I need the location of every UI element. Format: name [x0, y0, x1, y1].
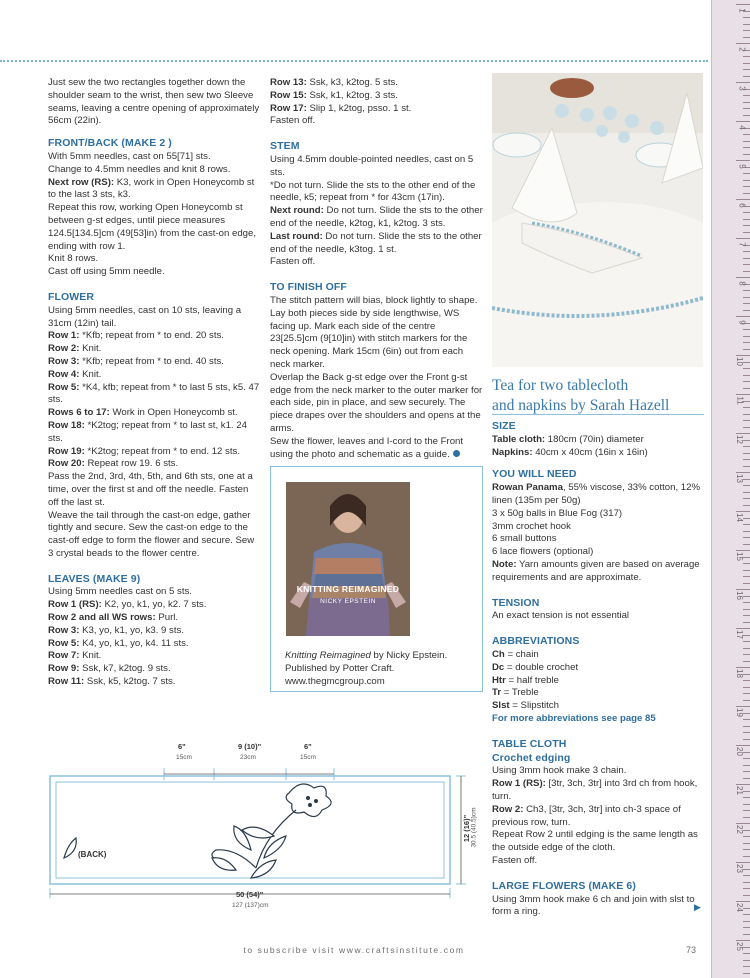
- ruler-tick: [743, 479, 750, 480]
- book-website: www.thegmcgroup.com: [285, 676, 385, 687]
- need-item: 6 small buttons: [492, 533, 557, 545]
- ruler-tick: [743, 544, 750, 545]
- page-number: 73: [686, 945, 697, 955]
- you-need-heading: YOU WILL NEED: [492, 468, 577, 481]
- flower-row: Row 1: *Kfb; repeat from * to end. 20 sts.: [48, 330, 224, 342]
- ruler-tick: [743, 173, 750, 174]
- ruler-tick: [743, 563, 750, 564]
- ruler-tick: [736, 43, 750, 44]
- leaves-intro: Using 5mm needles cast on 5 sts.: [48, 586, 192, 598]
- flower-row: Row 3: *Kfb; repeat from * to end. 40 sts.: [48, 355, 224, 367]
- ruler-tick: [743, 693, 750, 694]
- book-cover-title: KNITTING REIMAGINED: [296, 584, 400, 594]
- ruler-tick: [743, 56, 750, 57]
- tc-line: Fasten off.: [492, 854, 538, 866]
- ruler-tick: [743, 212, 750, 213]
- ruler-tick: [743, 251, 750, 252]
- ruler-number: 4: [737, 125, 747, 130]
- ruler-tick: [743, 180, 750, 181]
- ruler-tick: [743, 602, 750, 603]
- ruler-number: 21: [735, 786, 745, 795]
- column-2: [270, 77, 484, 461]
- ruler-tick: [743, 518, 750, 519]
- ruler-tick: [743, 30, 750, 31]
- ruler-tick: [743, 381, 750, 382]
- flower-para: Weave the tail through the cast-on edge, gather tightly and secure. Sew the cast-on edge to the cast-off edge to form the flower and secure. Sew 3 crystal beads to the flower centre.: [48, 509, 255, 559]
- front-back-line: With 5mm needles, cast on 55[71] sts.: [48, 150, 211, 162]
- ruler-tick: [743, 888, 750, 889]
- ruler-tick: [736, 433, 750, 434]
- leaves-row: Row 15: Ssk, k1, k2tog. 3 sts.: [270, 89, 398, 101]
- ruler-tick: [736, 472, 750, 473]
- ruler-tick: [743, 927, 750, 928]
- book-publisher: Published by Potter Craft.: [285, 663, 395, 674]
- front-back-line: Cast off using 5mm needle.: [48, 266, 165, 278]
- crochet-edging-subheading: Crochet edging: [492, 751, 571, 764]
- ruler-tick: [743, 596, 750, 597]
- ruler-tick: [736, 784, 750, 785]
- ruler-tick: [743, 271, 750, 272]
- ruler-tick: [743, 849, 750, 850]
- ruler-number: 8: [737, 281, 747, 286]
- ruler-number: 19: [735, 708, 745, 717]
- ruler-tick: [736, 199, 750, 200]
- ruler-number: 1: [737, 8, 747, 13]
- finish-heading: TO FINISH OFF: [270, 281, 347, 294]
- dim-shoulder-right-cm: 15cm: [300, 754, 316, 761]
- ruler-tick: [743, 934, 750, 935]
- ruler-tick: [743, 154, 750, 155]
- ruler-tick: [743, 908, 750, 909]
- ruler-tick: [743, 427, 750, 428]
- ruler-tick: [743, 63, 750, 64]
- ruler-tick: [736, 667, 750, 668]
- ruler-number: 6: [737, 203, 747, 208]
- ruler-tick: [743, 531, 750, 532]
- ruler-tick: [743, 973, 750, 974]
- dim-height-cm: 30.5 (40.5)cm: [470, 807, 478, 848]
- leaves-row: Row 17: Slip 1, k2tog, psso. 1 st.: [270, 102, 412, 114]
- ruler-number: 16: [735, 591, 745, 600]
- ruler-tick: [743, 225, 750, 226]
- ruler-tick: [743, 713, 750, 714]
- tc-line: Row 2: Ch3, [3tr, 3ch, 3tr] into ch-3 space of previous row, turn.: [492, 803, 681, 828]
- ruler-number: 7: [737, 242, 747, 247]
- tc-line: Using 3mm hook make 3 chain.: [492, 765, 627, 777]
- caption-line: Tea for two tablecloth: [492, 377, 629, 394]
- dim-shoulder-right: 6": [304, 742, 312, 751]
- ruler-tick: [743, 466, 750, 467]
- ruler-number: 10: [735, 357, 745, 366]
- flower-row: Row 5: *K4, kfb; repeat from * to last 5 sts, k5. 47 sts.: [48, 381, 260, 406]
- ruler-number: 3: [737, 86, 747, 91]
- side-ruler: [711, 0, 750, 978]
- ruler-tick: [743, 921, 750, 922]
- ruler-tick: [743, 232, 750, 233]
- ruler-tick: [743, 134, 750, 135]
- ruler-tick: [743, 342, 750, 343]
- ruler-tick: [736, 550, 750, 551]
- ruler-tick: [743, 336, 750, 337]
- stem-row: Next round: Do not turn. Slide the sts to the other end of the needle, k2tog, k1, k2tog. 3 sts.: [270, 205, 483, 229]
- ruler-tick: [743, 648, 750, 649]
- yarn-line: Rowan Panama, 55% viscose, 33% cotton, 12% linen (135m per 50g): [492, 482, 700, 506]
- leaves-row: Row 13: Ssk, k3, k2tog. 5 sts.: [270, 77, 398, 88]
- ruler-tick: [743, 492, 750, 493]
- ruler-number: 23: [735, 864, 745, 873]
- leaves-row: Row 11: Ssk, k5, k2tog. 7 sts.: [48, 676, 176, 688]
- ruler-number: 20: [735, 747, 745, 756]
- ruler-tick: [736, 355, 750, 356]
- ruler-tick: [743, 37, 750, 38]
- ruler-tick: [736, 901, 750, 902]
- ruler-tick: [743, 966, 750, 967]
- ruler-tick: [743, 914, 750, 915]
- ruler-tick: [743, 76, 750, 77]
- ruler-tick: [743, 420, 750, 421]
- ruler-tick: [743, 362, 750, 363]
- ruler-tick: [743, 661, 750, 662]
- ruler-tick: [743, 505, 750, 506]
- ruler-tick: [743, 726, 750, 727]
- ruler-tick: [743, 95, 750, 96]
- need-item: 3 x 50g balls in Blue Fog (317): [492, 507, 623, 519]
- ruler-tick: [743, 485, 750, 486]
- abbreviation-item: Slst = Slipstitch: [492, 700, 559, 712]
- dim-neck-cm: 23cm: [240, 754, 256, 761]
- ruler-tick: [743, 680, 750, 681]
- ruler-tick: [743, 687, 750, 688]
- ruler-tick: [743, 583, 750, 584]
- ruler-tick: [743, 115, 750, 116]
- ruler-tick: [736, 511, 750, 512]
- finish-para: Sew the flower, leaves and I-cord to the Front using the photo and schematic as a guide.: [270, 435, 464, 460]
- size-heading: SIZE: [492, 420, 516, 432]
- ruler-tick: [736, 706, 750, 707]
- ruler-tick: [743, 17, 750, 18]
- ruler-tick: [743, 69, 750, 70]
- book-cover-author: NICKY EPSTEIN: [320, 598, 376, 605]
- ruler-tick: [736, 316, 750, 317]
- ruler-tick: [743, 804, 750, 805]
- ruler-tick: [743, 446, 750, 447]
- ruler-tick: [743, 758, 750, 759]
- dim-shoulder-left-cm: 15cm: [176, 754, 192, 761]
- tension-heading: TENSION: [492, 596, 540, 609]
- book-box: [270, 466, 483, 692]
- flower-row: Rows 6 to 17: Work in Open Honeycomb st.: [48, 407, 238, 419]
- front-back-line: Change to 4.5mm needles and knit 8 rows.: [48, 163, 231, 175]
- abbreviations-heading: ABBREVIATIONS: [492, 635, 580, 648]
- stem-intro: Using 4.5mm double-pointed needles, cast on 5 sts.: [270, 153, 474, 178]
- flower-row: Row 19: *K2tog; repeat from * to end. 12 sts.: [48, 445, 240, 457]
- need-item: 3mm crochet hook: [492, 520, 571, 532]
- ruler-tick: [736, 394, 750, 395]
- ruler-tick: [743, 108, 750, 109]
- book-caption: Knitting Reimagined by Nicky Epstein. Published by Potter Craft. www.thegmcgroup.com: [285, 649, 475, 688]
- large-flowers-text: Using 3mm hook make 6 ch and join with slst to form a ring.: [492, 893, 695, 918]
- ruler-tick: [743, 869, 750, 870]
- book-title: Knitting Reimagined: [285, 650, 371, 661]
- ruler-tick: [736, 823, 750, 824]
- ruler-tick: [743, 817, 750, 818]
- book-cover-image: [286, 482, 410, 636]
- ruler-tick: [743, 797, 750, 798]
- ruler-tick: [743, 264, 750, 265]
- ruler-tick: [736, 82, 750, 83]
- stem-heading: STEM: [270, 140, 300, 153]
- ruler-tick: [743, 440, 750, 441]
- dim-width-cm: 127 (137)cm: [232, 902, 269, 909]
- front-back-heading: FRONT/BACK (MAKE 2 ): [48, 137, 172, 150]
- leaves-row: Row 5: K4, yo, k1, yo, k4. 11 sts.: [48, 637, 189, 649]
- flower-para: Pass the 2nd, 3rd, 4th, 5th, and 6th sts, one at a time, over the first st and off the needle. Fasten off the last st.: [48, 471, 253, 508]
- dim-neck: 9 (10)": [238, 742, 262, 751]
- ruler-tick: [743, 739, 750, 740]
- tension-text: An exact tension is not essential: [492, 610, 630, 622]
- flower-heading: FLOWER: [48, 290, 95, 303]
- flower-row: Row 2: Knit.: [48, 343, 102, 355]
- ruler-tick: [743, 752, 750, 753]
- ruler-number: 25: [735, 942, 745, 951]
- ruler-tick: [743, 258, 750, 259]
- ruler-tick: [743, 297, 750, 298]
- ruler-number: 2: [737, 47, 747, 52]
- ruler-tick: [743, 290, 750, 291]
- ruler-tick: [743, 498, 750, 499]
- ruler-number: 18: [735, 669, 745, 678]
- ruler-tick: [743, 791, 750, 792]
- continue-arrow-icon: ▶: [694, 902, 701, 912]
- ruler-tick: [743, 557, 750, 558]
- ruler-tick: [743, 960, 750, 961]
- leaves-heading: LEAVES (MAKE 9): [48, 572, 141, 585]
- dim-width: 50 (54)": [236, 890, 264, 899]
- ruler-number: 9: [737, 320, 747, 325]
- ruler-tick: [736, 862, 750, 863]
- ruler-tick: [743, 102, 750, 103]
- ruler-tick: [743, 953, 750, 954]
- front-back-line: Next row (RS): K3, work in Open Honeycomb st to the last 3 sts, k3.: [48, 176, 255, 201]
- stem-para: *Do not turn. Slide the sts to the other end of the needle, k5; repeat from * for 43cm (17in).: [270, 179, 476, 204]
- ruler-tick: [743, 407, 750, 408]
- ruler-tick: [743, 674, 750, 675]
- ruler-tick: [743, 524, 750, 525]
- front-back-line: Repeat this row, working Open Honeycomb st between g-st edges, until piece measures 124.5[134.5]cm (49[53]in) from the cast-on edge, ending with row 1.: [48, 202, 256, 252]
- ruler-tick: [743, 609, 750, 610]
- large-flowers-heading: LARGE FLOWERS (MAKE 6): [492, 879, 636, 892]
- ruler-tick: [743, 141, 750, 142]
- ruler-tick: [743, 810, 750, 811]
- schematic: [46, 738, 486, 918]
- ruler-tick: [743, 641, 750, 642]
- tablecloth-photo: [492, 73, 703, 367]
- size-line: Napkins: 40cm x 40cm (16in x 16in): [492, 446, 648, 458]
- leaves-row: Row 2 and all WS rows: Purl.: [48, 612, 179, 624]
- ruler-number: 14: [735, 513, 745, 522]
- ruler-tick: [736, 745, 750, 746]
- flower-intro: Using 5mm needles, cast on 10 sts, leaving a 31cm (12in) tail.: [48, 304, 242, 329]
- stem-row: Last round: Do not turn. Slide the sts to the other end of the needle, k3tog. 1 st.: [270, 230, 482, 255]
- intro-text: Just sew the two rectangles together down the shoulder seam to the wrist, then sew two Sleeve seams, leaving a centre opening of approximately 56cm (22in).: [48, 77, 260, 127]
- stem-end: Fasten off.: [270, 256, 316, 268]
- more-abbreviations-link: For more abbreviations see page 85: [492, 712, 656, 724]
- ruler-tick: [743, 700, 750, 701]
- ruler-number: 11: [735, 396, 745, 405]
- ruler-tick: [743, 303, 750, 304]
- abbreviation-item: Htr = half treble: [492, 674, 559, 686]
- caption-rule: [492, 414, 704, 415]
- ruler-tick: [743, 570, 750, 571]
- ruler-tick: [743, 778, 750, 779]
- ruler-tick: [743, 459, 750, 460]
- ruler-tick: [736, 238, 750, 239]
- ruler-number: 5: [737, 164, 747, 169]
- flower-row: Row 18: *K2tog; repeat from * to last st, k1. 24 sts.: [48, 419, 247, 444]
- finish-para: The stitch pattern will bias, block lightly to shape. Lay both pieces side by side lengthwise, WS facing up. Mark each side of the centre 23[25.5]cm (9[10]in) with stitch markers for the neck opening. Mark 15cm (6in) out from each neck marker.: [270, 294, 478, 370]
- flower-row: Row 20: Repeat row 19. 6 sts.: [48, 458, 179, 470]
- ruler-tick: [743, 719, 750, 720]
- ruler-tick: [736, 589, 750, 590]
- ruler-tick: [743, 147, 750, 148]
- ruler-tick: [743, 186, 750, 187]
- ruler-tick: [736, 628, 750, 629]
- ruler-tick: [743, 576, 750, 577]
- ruler-tick: [743, 368, 750, 369]
- ruler-tick: [743, 622, 750, 623]
- need-item: 6 lace flowers (optional): [492, 546, 594, 558]
- ruler-tick: [743, 24, 750, 25]
- ruler-tick: [743, 765, 750, 766]
- abbreviation-item: Tr = Treble: [492, 687, 539, 699]
- ruler-tick: [743, 537, 750, 538]
- ruler-number: 22: [735, 825, 745, 834]
- footer-text: to subscribe visit www.craftsinstitute.com: [243, 945, 465, 955]
- ruler-tick: [743, 875, 750, 876]
- ruler-tick: [743, 349, 750, 350]
- leaves-row: Row 7: Knit.: [48, 650, 102, 662]
- column-1: [48, 77, 260, 689]
- tc-line: Row 1 (RS): [3tr, 3ch, 3tr] into 3rd ch from hook, turn.: [492, 778, 698, 802]
- ruler-tick: [743, 635, 750, 636]
- flower-row: Row 4: Knit.: [48, 368, 102, 380]
- end-dot-icon: [453, 450, 460, 457]
- ruler-tick: [736, 121, 750, 122]
- ruler-tick: [743, 193, 750, 194]
- caption-line: and napkins by Sarah Hazell: [492, 397, 670, 414]
- top-dotted-rule: [0, 60, 708, 62]
- dim-shoulder-left: 6": [178, 742, 186, 751]
- tc-line: Repeat Row 2 until edging is the same length as the outside edge of the cloth.: [492, 829, 698, 854]
- abbreviation-item: Ch = chain: [492, 648, 539, 660]
- ruler-tick: [743, 882, 750, 883]
- ruler-tick: [743, 947, 750, 948]
- ruler-number: 17: [735, 630, 745, 639]
- back-label: (BACK): [78, 850, 107, 859]
- ruler-tick: [743, 732, 750, 733]
- front-back-line: Knit 8 rows.: [48, 253, 99, 265]
- ruler-number: 12: [735, 435, 745, 444]
- ruler-tick: [743, 453, 750, 454]
- ruler-tick: [743, 310, 750, 311]
- ruler-number: 13: [735, 474, 745, 483]
- abbreviation-item: Dc = double crochet: [492, 661, 579, 673]
- ruler-tick: [743, 414, 750, 415]
- ruler-tick: [736, 160, 750, 161]
- ruler-tick: [743, 836, 750, 837]
- ruler-tick: [743, 843, 750, 844]
- finish-para: Overlap the Back g-st edge over the Front g-st edge from the neck marker to the outer marker for each side, pin in place, and sew securely. The piece drapes over the shoulders and opens at the arms.: [270, 371, 483, 434]
- leaves-end: Fasten off.: [270, 115, 316, 127]
- ruler-tick: [743, 771, 750, 772]
- table-cloth-heading: TABLE CLOTH: [492, 737, 567, 750]
- ruler-tick: [743, 388, 750, 389]
- photo-caption: [492, 376, 704, 416]
- leaves-row: Row 1 (RS): K2, yo, k1, yo, k2. 7 sts.: [48, 599, 207, 611]
- ruler-tick: [743, 219, 750, 220]
- ruler-tick: [736, 4, 750, 5]
- ruler-tick: [736, 940, 750, 941]
- leaves-row: Row 3: K3, yo, k1, yo, k3. 9 sts.: [48, 624, 184, 636]
- ruler-tick: [743, 895, 750, 896]
- leaves-row: Row 9: Ssk, k7, k2tog. 9 sts.: [48, 663, 171, 675]
- dim-height: 12 (16)": [462, 814, 472, 843]
- ruler-tick: [743, 615, 750, 616]
- column-3: [492, 420, 704, 919]
- ruler-tick: [743, 830, 750, 831]
- ruler-number: 15: [735, 552, 745, 561]
- ruler-tick: [743, 375, 750, 376]
- ruler-tick: [743, 329, 750, 330]
- ruler-tick: [743, 856, 750, 857]
- ruler-tick: [743, 654, 750, 655]
- note-line: Note: Yarn amounts given are based on average requirements and are approximate.: [492, 558, 700, 583]
- ruler-number: 24: [735, 903, 745, 912]
- size-line: Table cloth: 180cm (70in) diameter: [492, 433, 644, 445]
- ruler-tick: [736, 277, 750, 278]
